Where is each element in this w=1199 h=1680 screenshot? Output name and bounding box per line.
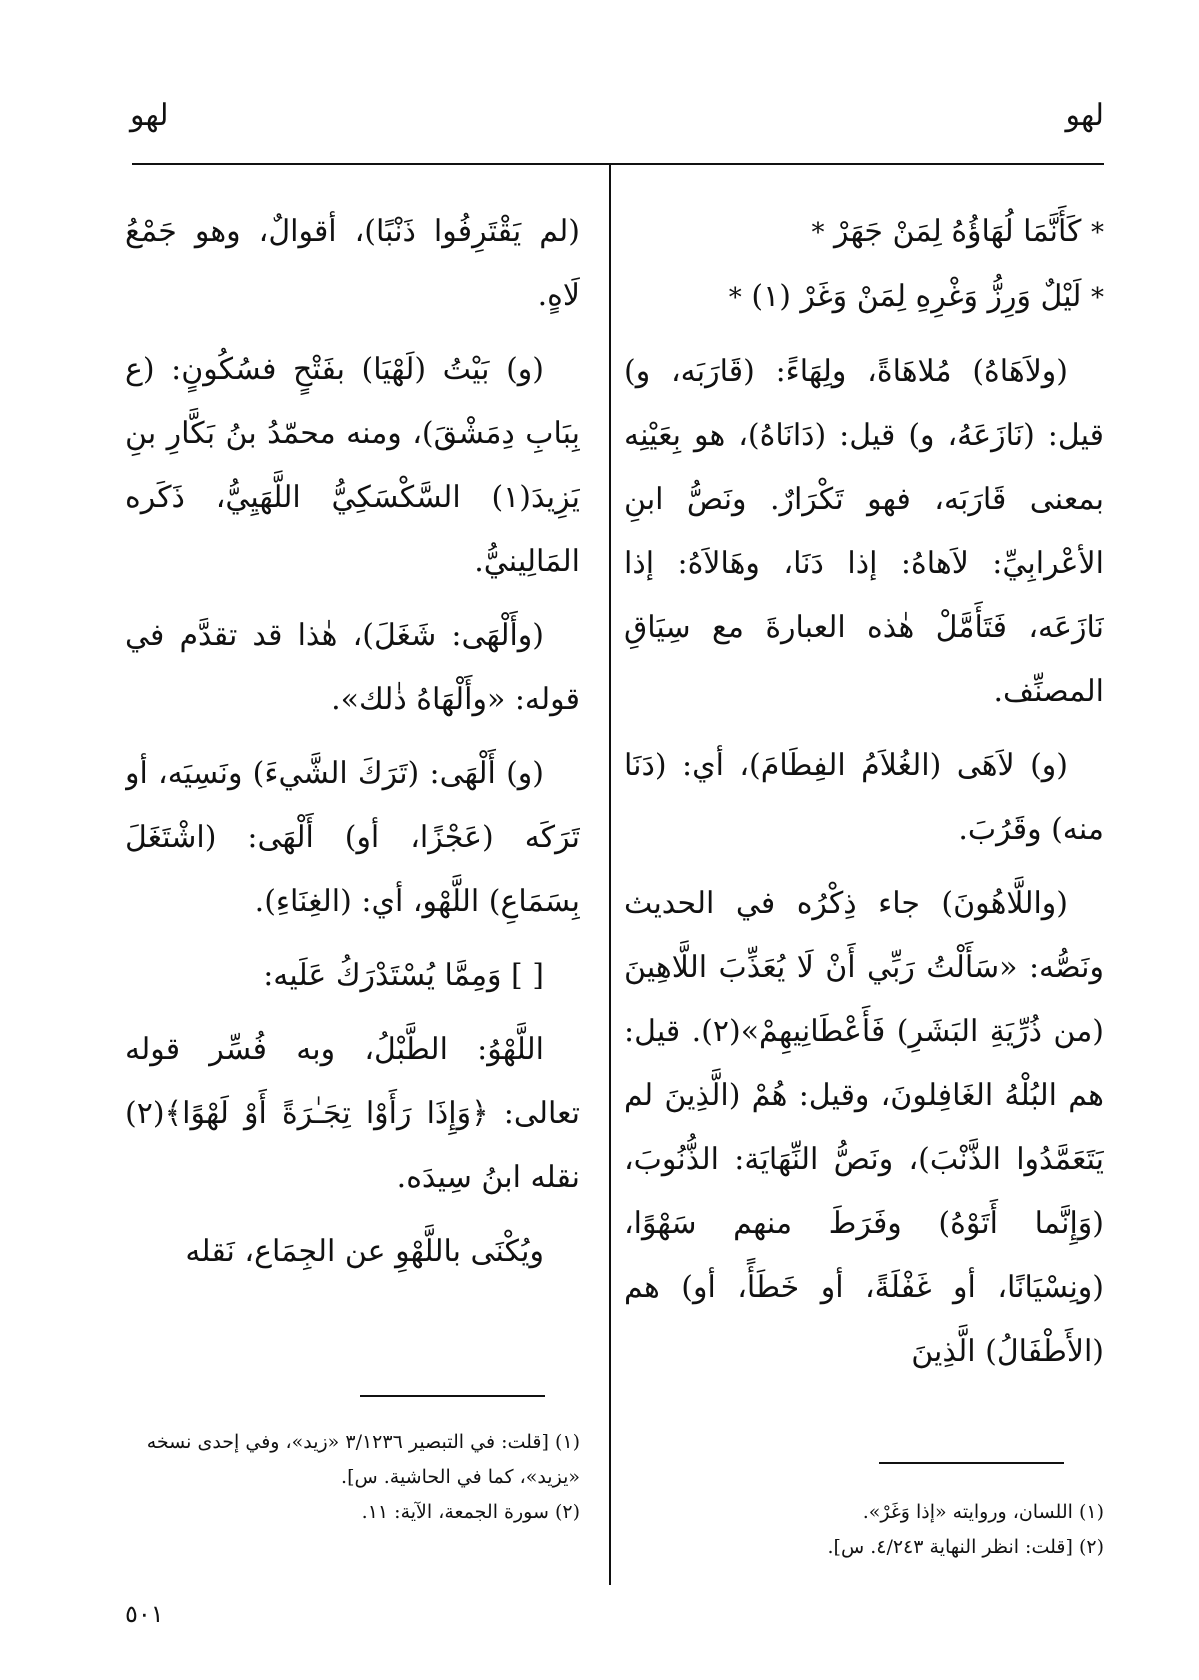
footnote: (٢) [قلت: انظر النهاية ٤/٢٤٣. س].	[827, 1536, 1104, 1558]
right-column	[624, 200, 1104, 1460]
paragraph: (و) لاَهَى (الغُلاَمُ الفِطَامَ)، أي: (دَنَا منه) وقَرُبَ.	[624, 748, 1104, 847]
footnotes-right	[624, 1495, 1104, 1565]
verse-line-2	[624, 265, 1104, 330]
verse-text: لَيْلٌ وَرِزُّ وَغْرِهِ لِمَنْ وَغَرْ (١)	[751, 279, 1082, 314]
paragraph: (ولاَهَاهُ) مُلاهَاةً، ولِهَاءً: (قَارَبَه، و) قيل: (نَازَعَهُ، و) قيل: (دَانَاهُ)، هو بِعَيْنِه بمعنى قَارَبَه، فهو تَكْرَارٌ. ونَصُّ ابنِ الأعْرابِيِّ: لاَهاهُ: إذا دَنَا، وهَالاَهُ: إذا نَازَعَه، فَتَأَمَّلْ هٰذه العبارةَ مع سِيَاقِ المصنِّف.	[624, 354, 1104, 709]
paragraph: (و) أَلْهَى: (تَرَكَ الشَّيءَ) ونَسِيَه، أو تَرَكَه (عَجْزًا، أو) أَلْهَى: (اشْتَغَلَ بِسَمَاعِ) اللَّهْو، أي: (الغِنَاءِ).	[125, 756, 580, 919]
verse-star-start: *	[1091, 218, 1104, 248]
header-rule	[132, 163, 1104, 165]
verse-star-end: *	[728, 283, 742, 313]
footnote: (٢) سورة الجمعة، الآية: ١١.	[361, 1501, 580, 1523]
column-divider	[609, 165, 611, 1585]
footnote-rule-left	[360, 1395, 545, 1397]
verse-text: كَأَنَّمَا لُهَاؤُهُ لِمَنْ جَهَرْ	[834, 214, 1082, 249]
paragraph: ويُكْنَى باللَّهْوِ عن الجِمَاع، نَقله	[185, 1234, 544, 1269]
running-header-left: لهو	[130, 98, 169, 133]
verse-line-1	[624, 200, 1104, 265]
verse-star-start: *	[1091, 283, 1104, 313]
running-header-right: لهو	[1065, 98, 1104, 133]
footnote-rule-right	[879, 1462, 1064, 1464]
paragraph: (واللَّاهُونَ) جاء ذِكْرُه في الحديث ونَصُّه: «سَأَلْتُ رَبِّي أَنْ لَا يُعَذِّبَ اللَّاهِينَ (من ذُرِّيَةِ البَشَرِ) فَأَعْطَانِيهِمْ»(٢). قيل: هم البُلْهُ الغَافِلونَ، وقيل: هُمْ (الَّذِينَ لم يَتَعَمَّدُوا الذَّنْبَ)، ونَصُّ النِّهَايَة: الذُّنُوبَ، (وَإِنَّما أَتَوْهُ) وفَرَطَ منهم سَهْوًا، (ونِسْيَانًا، أو غَفْلَةً، أو خَطَأً، أو) هم (الأَطْفَالُ) الَّذِينَ	[624, 886, 1104, 1369]
addendum-heading: [ ] وَمِمَّا يُسْتَدْرَكُ عَلَيه:	[263, 958, 544, 993]
page-number: ٥٠١	[125, 1600, 164, 1628]
paragraph: (لم يَقْتَرِفُوا ذَنْبًا)، أقوالٌ، وهو جَمْعُ لَاهٍ.	[125, 214, 580, 313]
paragraph: (وأَلْهَى: شَغَلَ)، هٰذا قد تقدَّم في قوله: «وأَلْهَاهُ ذٰلك».	[125, 618, 580, 717]
footnotes-left	[125, 1425, 580, 1530]
paragraph: (و) بَيْتُ (لَهْيَا) بفَتْحٍ فسُكُونٍ: (ع بِبَابِ دِمَشْقَ)، ومنه محمّدُ بنُ بَكَّارِ بنِ يَزِيدَ(١) السَّكْسَكِيُّ اللَّهَيِيُّ، ذَكَره المَالِينيُّ.	[125, 352, 580, 579]
left-column	[125, 200, 580, 1400]
paragraph: اللَّهْوُ: الطَّبْلُ، وبه فُسِّر قوله تعالى: ﴿وَإِذَا رَأَوْا تِجَـٰرَةً أَوْ لَهْوًا﴾(٢) نقله ابنُ سِيدَه.	[125, 1032, 580, 1195]
footnote: (١) اللسان، وروايته «إذا وَغَرْ».	[862, 1501, 1104, 1523]
verse-star-end: *	[811, 218, 825, 248]
footnote: (١) [قلت: في التبصير ٣/١٢٣٦ «زيد»، وفي إحدى نسخه «يزيد»، كما في الحاشية. س].	[146, 1431, 580, 1488]
